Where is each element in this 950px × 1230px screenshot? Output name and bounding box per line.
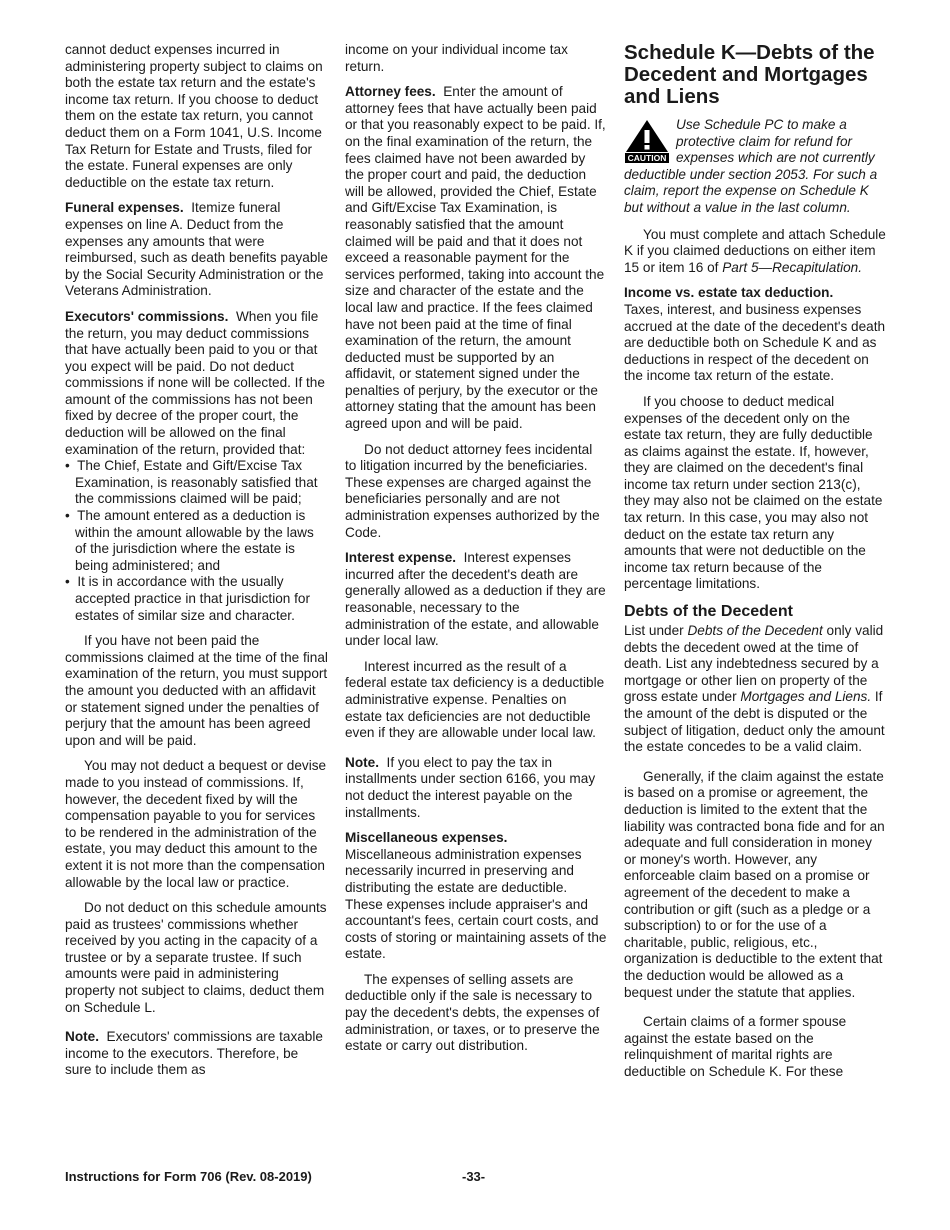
column-right (624, 42, 886, 1089)
paragraph: Interest incurred as the result of a federal estate tax deficiency is a deductible administrative expense. Penalties on estate tax deficiencies are not deductible even if they are allowable under local law. (345, 658, 605, 741)
income-vs-estate-heading: Income vs. estate tax deduction. (624, 285, 834, 301)
debts-of-decedent-heading: Debts of the Decedent (624, 603, 793, 621)
paragraph: Do not deduct on this schedule amounts paid as trustees' commissions whether received by you acting in the capacity of a trustee or by a separate trustee. If such amounts were paid in administering property not subject to claims, deduct them on Schedule L. (65, 900, 327, 1015)
caution-note (624, 117, 886, 217)
paragraph: You must complete and attach Schedule K if you claimed deductions on either item 15 or item 16 of Part 5—Recapitulation. (624, 226, 886, 275)
paragraph: List under Debts of the Decedent only valid debts the decedent owed at the time of death. List any indebtedness secured by a mortgage or other lien on property of the gross estate under Mortgages and Liens. If the amount of the debt is disputed or the subject of litigation, deduct only the amount the estate concedes to be a valid claim. (624, 623, 885, 755)
attorney-fees-paragraph: Attorney fees. Enter the amount of attorney fees that have actually been paid or that you reasonably expect to be paid. If, on the final examination of the return, the fees claimed have not been awarded by the proper court and paid, the deduction will be allowed, provided the Chief, Estate and Gift/Excise Tax Examination, is reasonably satisfied that the amount claimed will be paid and that it does not exceed a reasonable payment for the services performed, taking into account the size and character of the estate and the local law and practice. If the fees claimed have not been paid at the time of final examination of the return, the amount deducted must be supported by an affidavit, or statement signed under the penalties of perjury, by the executor or the attorney stating that the amount has been agreed upon and will be paid. (345, 84, 606, 432)
paragraph: Generally, if the claim against the estate is based on a promise or agreement, the deduction is limited to the extent that the liability was contracted bona fide and for an adequate and full consideration in money or money's worth. However, any enforceable claim based on a promise or agreement of the decedent to make a contribution or gift (such as a pledge or a subscription) to or for the use of a charitable, public, religious, etc., organization is deductible to the extent that the deduction would be allowed as a bequest under the statute that applies. (624, 768, 885, 1000)
page-number: -33- (462, 1169, 486, 1184)
miscellaneous-expenses-paragraph: Miscellaneous expenses. Miscellaneous administration expenses necessarily incurred in preserving and distributing the estate are deductible. These expenses include appraiser's and accountant's fees, certain court costs, and costs of storing or maintaining assets of the estate. (345, 830, 607, 962)
footer-form-title: Instructions for Form 706 (Rev. 08-2019) (65, 1169, 312, 1184)
schedule-k-heading: Schedule K—Debts of the Decedent and Mortgages and Liens (624, 41, 875, 108)
paragraph: income on your individual income tax return. (345, 42, 568, 74)
note-label: Note. (345, 754, 379, 770)
funeral-expenses-heading: Funeral expenses. (65, 200, 184, 216)
caution-text: Use Schedule PC to make a protective claim for refund for expenses which are not currently deductible under section 2053. For such a claim, report the expense on Schedule K but without a value in the last column. (624, 117, 878, 215)
interest-expense-paragraph: Interest expense. Interest expenses incurred after the decedent's death are generally allowed as a deduction if they are reasonable, necessary to the administration of the estate, and allowable under local law. (345, 550, 606, 649)
caution-label: CAUTION (627, 153, 667, 163)
column-left (65, 42, 328, 1088)
paragraph: You may not deduct a bequest or devise made to you instead of commissions. If, however, the decedent fixed by will the compensation payable to you for services to be rendered in the administration of the estate, you may deduct this amount to the extent it is not more than the compensation allowable by the local law or practice. (65, 758, 327, 890)
bullet-item: • It is in accordance with the usually accepted practice in that jurisdiction for estates of similar size and character. (65, 574, 310, 623)
paragraph: If you have not been paid the commissions claimed at the time of the final examination of the return, you must support the amount you deducted with an affidavit or statement signed under the penalties of perjury that the amount has been agreed upon and will be paid. (65, 633, 328, 748)
paragraph: The expenses of selling assets are deductible only if the sale is necessary to pay the decedent's debts, the expenses of administration, or taxes, or to preserve the estate or carry out distribution. (345, 971, 600, 1054)
note-paragraph: Note. If you elect to pay the tax in installments under section 6166, you may not deduct the interest payable on the installments. (345, 754, 596, 820)
attorney-fees-heading: Attorney fees. (345, 84, 436, 100)
bullet-item: • The amount entered as a deduction is within the amount allowable by the laws of the jurisdiction where the estate is being administered; and (65, 508, 314, 573)
column-middle (345, 42, 607, 1064)
income-vs-estate-paragraph: Income vs. estate tax deduction. Taxes, interest, and business expenses accrued at the date of the decedent's death are deductible both on Schedule K and as deductions in respect of the decedent on the income tax return of the estate. (624, 285, 886, 384)
bullet-item: • The Chief, Estate and Gift/Excise Tax Examination, is reasonably satisfied that the commissions claimed will be paid; (65, 458, 318, 507)
paragraph: Do not deduct attorney fees incidental to litigation incurred by the beneficiaries. These expenses are charged against the beneficiaries personally and are not administration expenses authorized by the Code. (345, 441, 600, 540)
interest-expense-heading: Interest expense. (345, 550, 457, 566)
paragraph: Certain claims of a former spouse against the estate based on the relinquishment of marital rights are deductible on Schedule K. For these (624, 1014, 847, 1079)
funeral-expenses-paragraph: Funeral expenses. Itemize funeral expenses on line A. Deduct from the expenses any amounts that were reimbursed, such as death benefits payable by the Social Security Administration or the Veterans Administration. (65, 200, 328, 299)
caution-icon (624, 118, 670, 164)
executors-commissions-paragraph: Executors' commissions. When you file the return, you may deduct commissions that have actually been paid to you or that you expect will be paid. Do not deduct commissions if none will be collected. If the amount of the commissions has not been fixed by decree of the proper court, the deduction will be allowed on the final examination of the return, provided that: (65, 308, 325, 457)
miscellaneous-expenses-heading: Miscellaneous expenses. (345, 830, 508, 846)
paragraph: cannot deduct expenses incurred in administering property subject to claims on both the estate tax return and the estate's income tax return. If you choose to deduct them on the estate tax return, you cannot deduct them on a Form 1041, U.S. Income Tax Return for Estate and Trusts, filed for the estate. Funeral expenses are only deductible on the estate tax return. (65, 42, 323, 190)
paragraph: If you choose to deduct medical expenses of the decedent only on the estate tax return, they are fully deductible as claims against the estate. If, however, they are claimed on the decedent's final income tax return under section 213(c), they may also not be claimed on the estate tax return. In this case, you may also not deduct on the estate tax return any amounts that were not deductible on the income tax return because of the percentage limitations. (624, 393, 883, 592)
note-label: Note. (65, 1029, 99, 1045)
executors-commissions-heading: Executors' commissions. (65, 308, 229, 324)
note-paragraph: Note. Executors' commissions are taxable income to the executors. Therefore, be sure to include them as (65, 1029, 323, 1078)
